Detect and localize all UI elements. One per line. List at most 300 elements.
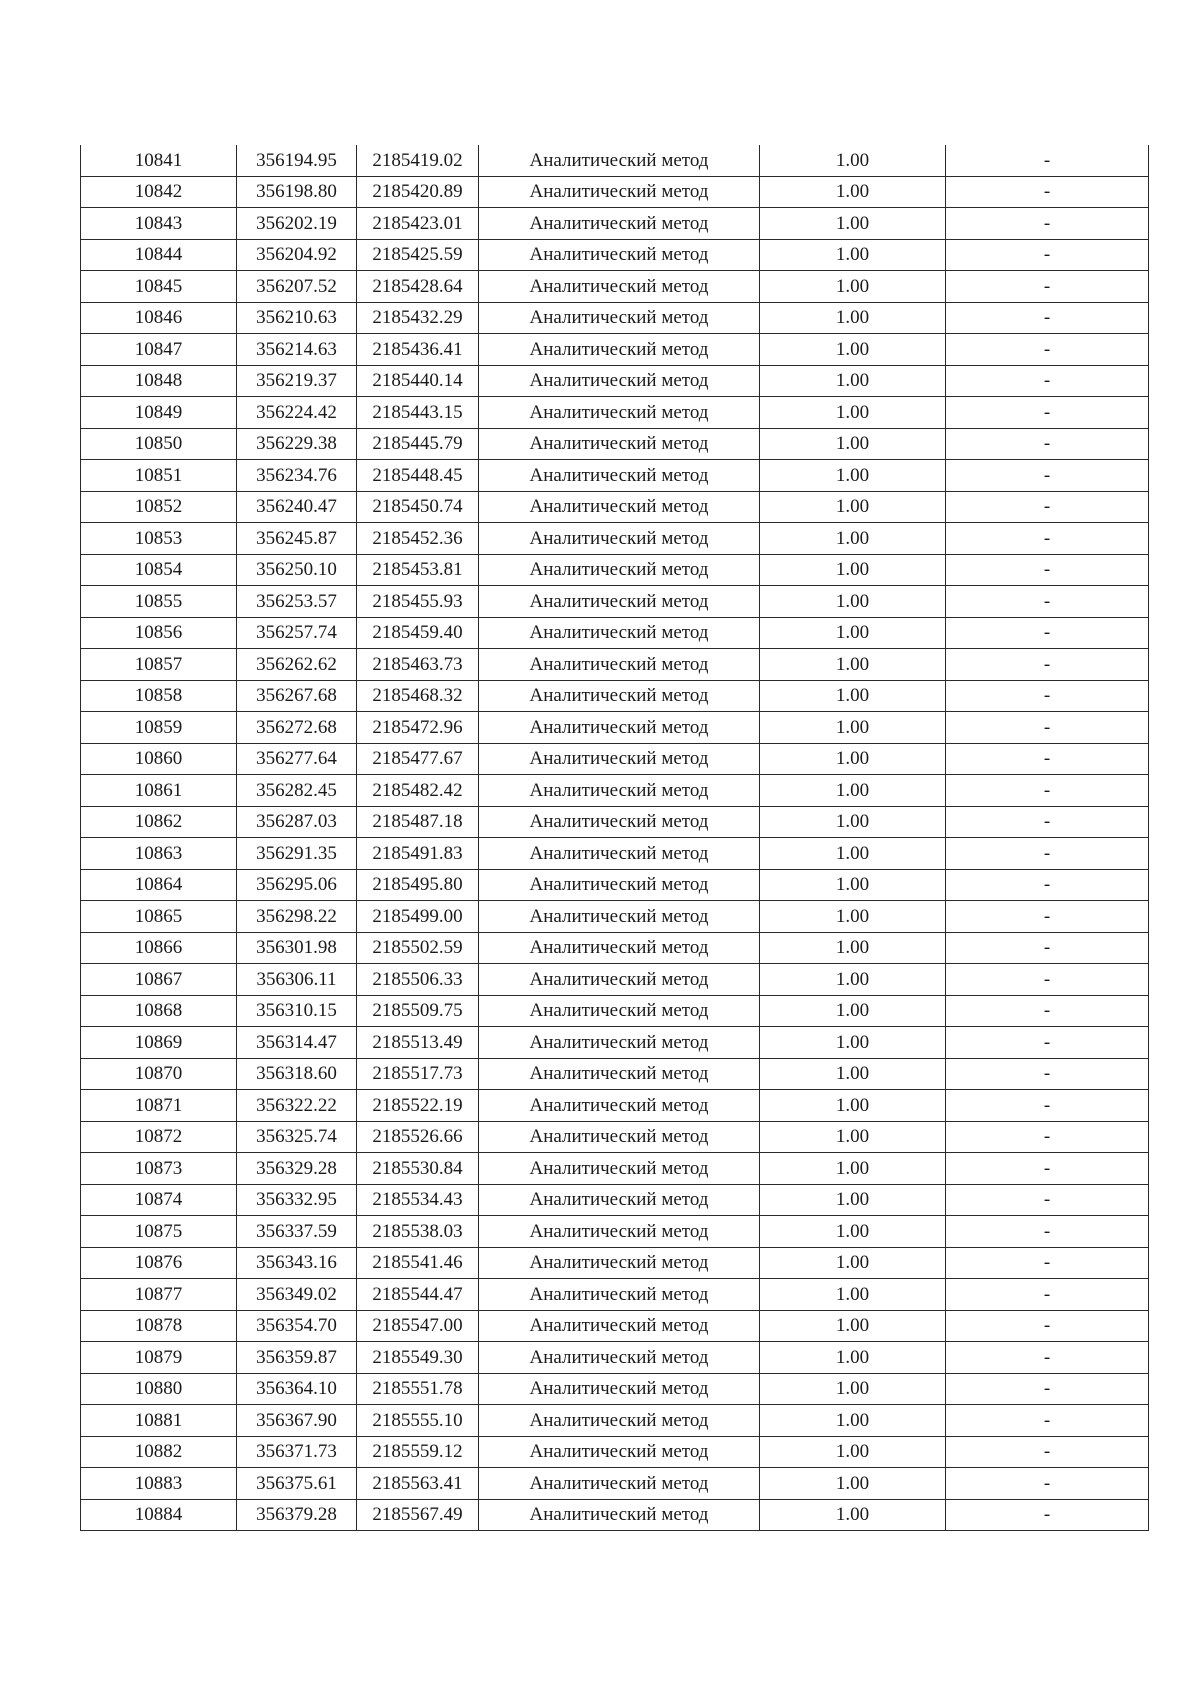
x-coordinate-cell: 356343.16 — [237, 1247, 357, 1279]
table-row — [81, 1027, 1149, 1059]
y-coordinate-cell: 2185423.01 — [357, 208, 479, 240]
note-cell: - — [946, 271, 1149, 303]
point-number-cell: 10850 — [81, 428, 237, 460]
x-coordinate-cell: 356282.45 — [237, 775, 357, 807]
point-number-cell: 10854 — [81, 554, 237, 586]
accuracy-cell: 1.00 — [760, 208, 946, 240]
accuracy-cell: 1.00 — [760, 365, 946, 397]
note-cell: - — [946, 1027, 1149, 1059]
x-coordinate-cell: 356329.28 — [237, 1153, 357, 1185]
y-coordinate-cell: 2185453.81 — [357, 554, 479, 586]
method-cell: Аналитический метод — [479, 806, 760, 838]
table-row — [81, 334, 1149, 366]
table-row — [81, 901, 1149, 933]
method-cell: Аналитический метод — [479, 460, 760, 492]
y-coordinate-cell: 2185420.89 — [357, 176, 479, 208]
x-coordinate-cell: 356207.52 — [237, 271, 357, 303]
x-coordinate-cell: 356306.11 — [237, 964, 357, 996]
note-cell: - — [946, 932, 1149, 964]
table-row — [81, 460, 1149, 492]
y-coordinate-cell: 2185419.02 — [357, 145, 479, 176]
accuracy-cell: 1.00 — [760, 964, 946, 996]
note-cell: - — [946, 1373, 1149, 1405]
table-row — [81, 1405, 1149, 1437]
point-number-cell: 10867 — [81, 964, 237, 996]
accuracy-cell: 1.00 — [760, 1058, 946, 1090]
accuracy-cell: 1.00 — [760, 743, 946, 775]
point-number-cell: 10852 — [81, 491, 237, 523]
method-cell: Аналитический метод — [479, 869, 760, 901]
accuracy-cell: 1.00 — [760, 1153, 946, 1185]
note-cell: - — [946, 1405, 1149, 1437]
note-cell: - — [946, 145, 1149, 176]
point-number-cell: 10847 — [81, 334, 237, 366]
table-row — [81, 428, 1149, 460]
note-cell: - — [946, 1310, 1149, 1342]
note-cell: - — [946, 208, 1149, 240]
accuracy-cell: 1.00 — [760, 1121, 946, 1153]
method-cell: Аналитический метод — [479, 1247, 760, 1279]
x-coordinate-cell: 356291.35 — [237, 838, 357, 870]
y-coordinate-cell: 2185509.75 — [357, 995, 479, 1027]
method-cell: Аналитический метод — [479, 302, 760, 334]
y-coordinate-cell: 2185463.73 — [357, 649, 479, 681]
accuracy-cell: 1.00 — [760, 617, 946, 649]
table-row — [81, 775, 1149, 807]
method-cell: Аналитический метод — [479, 775, 760, 807]
y-coordinate-cell: 2185555.10 — [357, 1405, 479, 1437]
table-row — [81, 239, 1149, 271]
method-cell: Аналитический метод — [479, 239, 760, 271]
y-coordinate-cell: 2185445.79 — [357, 428, 479, 460]
accuracy-cell: 1.00 — [760, 1405, 946, 1437]
note-cell: - — [946, 302, 1149, 334]
method-cell: Аналитический метод — [479, 523, 760, 555]
y-coordinate-cell: 2185450.74 — [357, 491, 479, 523]
y-coordinate-cell: 2185440.14 — [357, 365, 479, 397]
accuracy-cell: 1.00 — [760, 806, 946, 838]
method-cell: Аналитический метод — [479, 838, 760, 870]
method-cell: Аналитический метод — [479, 1436, 760, 1468]
y-coordinate-cell: 2185530.84 — [357, 1153, 479, 1185]
point-number-cell: 10858 — [81, 680, 237, 712]
note-cell: - — [946, 1216, 1149, 1248]
x-coordinate-cell: 356253.57 — [237, 586, 357, 618]
accuracy-cell: 1.00 — [760, 1436, 946, 1468]
y-coordinate-cell: 2185482.42 — [357, 775, 479, 807]
y-coordinate-cell: 2185436.41 — [357, 334, 479, 366]
point-number-cell: 10851 — [81, 460, 237, 492]
note-cell: - — [946, 334, 1149, 366]
method-cell: Аналитический метод — [479, 334, 760, 366]
method-cell: Аналитический метод — [479, 397, 760, 429]
method-cell: Аналитический метод — [479, 1373, 760, 1405]
x-coordinate-cell: 356194.95 — [237, 145, 357, 176]
note-cell: - — [946, 428, 1149, 460]
y-coordinate-cell: 2185487.18 — [357, 806, 479, 838]
note-cell: - — [946, 1247, 1149, 1279]
x-coordinate-cell: 356375.61 — [237, 1468, 357, 1500]
point-number-cell: 10875 — [81, 1216, 237, 1248]
point-number-cell: 10861 — [81, 775, 237, 807]
point-number-cell: 10846 — [81, 302, 237, 334]
point-number-cell: 10871 — [81, 1090, 237, 1122]
accuracy-cell: 1.00 — [760, 649, 946, 681]
x-coordinate-cell: 356318.60 — [237, 1058, 357, 1090]
point-number-cell: 10848 — [81, 365, 237, 397]
note-cell: - — [946, 617, 1149, 649]
accuracy-cell: 1.00 — [760, 995, 946, 1027]
table-row — [81, 302, 1149, 334]
y-coordinate-cell: 2185499.00 — [357, 901, 479, 933]
method-cell: Аналитический метод — [479, 1279, 760, 1311]
table-row — [81, 1153, 1149, 1185]
accuracy-cell: 1.00 — [760, 838, 946, 870]
table-row — [81, 208, 1149, 240]
point-number-cell: 10843 — [81, 208, 237, 240]
point-number-cell: 10860 — [81, 743, 237, 775]
point-number-cell: 10870 — [81, 1058, 237, 1090]
y-coordinate-cell: 2185448.45 — [357, 460, 479, 492]
table-row — [81, 932, 1149, 964]
accuracy-cell: 1.00 — [760, 1499, 946, 1531]
x-coordinate-cell: 356198.80 — [237, 176, 357, 208]
note-cell: - — [946, 869, 1149, 901]
y-coordinate-cell: 2185472.96 — [357, 712, 479, 744]
table-row — [81, 869, 1149, 901]
y-coordinate-cell: 2185517.73 — [357, 1058, 479, 1090]
point-number-cell: 10879 — [81, 1342, 237, 1374]
table-row — [81, 491, 1149, 523]
point-number-cell: 10865 — [81, 901, 237, 933]
point-number-cell: 10876 — [81, 1247, 237, 1279]
method-cell: Аналитический метод — [479, 1153, 760, 1185]
table-row — [81, 176, 1149, 208]
y-coordinate-cell: 2185549.30 — [357, 1342, 479, 1374]
table-row — [81, 1436, 1149, 1468]
accuracy-cell: 1.00 — [760, 334, 946, 366]
method-cell: Аналитический метод — [479, 1310, 760, 1342]
accuracy-cell: 1.00 — [760, 176, 946, 208]
point-number-cell: 10872 — [81, 1121, 237, 1153]
accuracy-cell: 1.00 — [760, 1373, 946, 1405]
note-cell: - — [946, 901, 1149, 933]
point-number-cell: 10855 — [81, 586, 237, 618]
method-cell: Аналитический метод — [479, 1499, 760, 1531]
point-number-cell: 10857 — [81, 649, 237, 681]
y-coordinate-cell: 2185425.59 — [357, 239, 479, 271]
note-cell: - — [946, 491, 1149, 523]
table-row — [81, 995, 1149, 1027]
method-cell: Аналитический метод — [479, 1184, 760, 1216]
method-cell: Аналитический метод — [479, 901, 760, 933]
point-number-cell: 10877 — [81, 1279, 237, 1311]
note-cell: - — [946, 680, 1149, 712]
table-row — [81, 806, 1149, 838]
y-coordinate-cell: 2185455.93 — [357, 586, 479, 618]
y-coordinate-cell: 2185477.67 — [357, 743, 479, 775]
y-coordinate-cell: 2185538.03 — [357, 1216, 479, 1248]
note-cell: - — [946, 1342, 1149, 1374]
accuracy-cell: 1.00 — [760, 460, 946, 492]
x-coordinate-cell: 356379.28 — [237, 1499, 357, 1531]
note-cell: - — [946, 239, 1149, 271]
accuracy-cell: 1.00 — [760, 491, 946, 523]
method-cell: Аналитический метод — [479, 712, 760, 744]
note-cell: - — [946, 460, 1149, 492]
accuracy-cell: 1.00 — [760, 271, 946, 303]
method-cell: Аналитический метод — [479, 491, 760, 523]
accuracy-cell: 1.00 — [760, 1342, 946, 1374]
note-cell: - — [946, 806, 1149, 838]
note-cell: - — [946, 964, 1149, 996]
point-number-cell: 10859 — [81, 712, 237, 744]
method-cell: Аналитический метод — [479, 1058, 760, 1090]
x-coordinate-cell: 356250.10 — [237, 554, 357, 586]
method-cell: Аналитический метод — [479, 1468, 760, 1500]
table-row — [81, 1468, 1149, 1500]
note-cell: - — [946, 1436, 1149, 1468]
table-row — [81, 1216, 1149, 1248]
y-coordinate-cell: 2185502.59 — [357, 932, 479, 964]
x-coordinate-cell: 356310.15 — [237, 995, 357, 1027]
table-row — [81, 586, 1149, 618]
accuracy-cell: 1.00 — [760, 523, 946, 555]
x-coordinate-cell: 356219.37 — [237, 365, 357, 397]
note-cell: - — [946, 1468, 1149, 1500]
x-coordinate-cell: 356245.87 — [237, 523, 357, 555]
x-coordinate-cell: 356322.22 — [237, 1090, 357, 1122]
table-row — [81, 1310, 1149, 1342]
note-cell: - — [946, 1121, 1149, 1153]
accuracy-cell: 1.00 — [760, 1184, 946, 1216]
y-coordinate-cell: 2185452.36 — [357, 523, 479, 555]
x-coordinate-cell: 356214.63 — [237, 334, 357, 366]
table-row — [81, 1090, 1149, 1122]
x-coordinate-cell: 356277.64 — [237, 743, 357, 775]
y-coordinate-cell: 2185526.66 — [357, 1121, 479, 1153]
x-coordinate-cell: 356364.10 — [237, 1373, 357, 1405]
note-cell: - — [946, 775, 1149, 807]
x-coordinate-cell: 356295.06 — [237, 869, 357, 901]
point-number-cell: 10849 — [81, 397, 237, 429]
x-coordinate-cell: 356349.02 — [237, 1279, 357, 1311]
method-cell: Аналитический метод — [479, 1342, 760, 1374]
point-number-cell: 10882 — [81, 1436, 237, 1468]
accuracy-cell: 1.00 — [760, 554, 946, 586]
x-coordinate-cell: 356371.73 — [237, 1436, 357, 1468]
y-coordinate-cell: 2185468.32 — [357, 680, 479, 712]
point-number-cell: 10868 — [81, 995, 237, 1027]
note-cell: - — [946, 1090, 1149, 1122]
x-coordinate-cell: 356272.68 — [237, 712, 357, 744]
method-cell: Аналитический метод — [479, 617, 760, 649]
accuracy-cell: 1.00 — [760, 1247, 946, 1279]
accuracy-cell: 1.00 — [760, 302, 946, 334]
note-cell: - — [946, 1279, 1149, 1311]
y-coordinate-cell: 2185513.49 — [357, 1027, 479, 1059]
point-number-cell: 10864 — [81, 869, 237, 901]
table-row — [81, 964, 1149, 996]
method-cell: Аналитический метод — [479, 145, 760, 176]
table-row — [81, 1121, 1149, 1153]
x-coordinate-cell: 356359.87 — [237, 1342, 357, 1374]
accuracy-cell: 1.00 — [760, 775, 946, 807]
point-number-cell: 10856 — [81, 617, 237, 649]
x-coordinate-cell: 356325.74 — [237, 1121, 357, 1153]
note-cell: - — [946, 554, 1149, 586]
accuracy-cell: 1.00 — [760, 428, 946, 460]
x-coordinate-cell: 356240.47 — [237, 491, 357, 523]
y-coordinate-cell: 2185551.78 — [357, 1373, 479, 1405]
x-coordinate-cell: 356224.42 — [237, 397, 357, 429]
table-row — [81, 397, 1149, 429]
accuracy-cell: 1.00 — [760, 932, 946, 964]
table-row — [81, 1499, 1149, 1531]
point-number-cell: 10873 — [81, 1153, 237, 1185]
method-cell: Аналитический метод — [479, 964, 760, 996]
accuracy-cell: 1.00 — [760, 680, 946, 712]
table-row — [81, 1247, 1149, 1279]
x-coordinate-cell: 356287.03 — [237, 806, 357, 838]
table-row — [81, 365, 1149, 397]
note-cell: - — [946, 1499, 1149, 1531]
note-cell: - — [946, 712, 1149, 744]
y-coordinate-cell: 2185567.49 — [357, 1499, 479, 1531]
point-number-cell: 10853 — [81, 523, 237, 555]
method-cell: Аналитический метод — [479, 1405, 760, 1437]
method-cell: Аналитический метод — [479, 743, 760, 775]
y-coordinate-cell: 2185547.00 — [357, 1310, 479, 1342]
table-row — [81, 1342, 1149, 1374]
table-row — [81, 649, 1149, 681]
accuracy-cell: 1.00 — [760, 1216, 946, 1248]
table-row — [81, 680, 1149, 712]
table-row — [81, 1058, 1149, 1090]
table-row — [81, 523, 1149, 555]
point-number-cell: 10869 — [81, 1027, 237, 1059]
note-cell: - — [946, 838, 1149, 870]
x-coordinate-cell: 356314.47 — [237, 1027, 357, 1059]
point-number-cell: 10880 — [81, 1373, 237, 1405]
point-number-cell: 10878 — [81, 1310, 237, 1342]
point-number-cell: 10874 — [81, 1184, 237, 1216]
note-cell: - — [946, 995, 1149, 1027]
y-coordinate-cell: 2185491.83 — [357, 838, 479, 870]
coordinates-table — [80, 145, 1149, 1531]
x-coordinate-cell: 356262.62 — [237, 649, 357, 681]
note-cell: - — [946, 397, 1149, 429]
table-row — [81, 145, 1149, 176]
method-cell: Аналитический метод — [479, 680, 760, 712]
note-cell: - — [946, 586, 1149, 618]
method-cell: Аналитический метод — [479, 365, 760, 397]
accuracy-cell: 1.00 — [760, 712, 946, 744]
method-cell: Аналитический метод — [479, 932, 760, 964]
table-row — [81, 617, 1149, 649]
table-row — [81, 554, 1149, 586]
point-number-cell: 10883 — [81, 1468, 237, 1500]
accuracy-cell: 1.00 — [760, 1279, 946, 1311]
x-coordinate-cell: 356298.22 — [237, 901, 357, 933]
accuracy-cell: 1.00 — [760, 586, 946, 618]
x-coordinate-cell: 356332.95 — [237, 1184, 357, 1216]
accuracy-cell: 1.00 — [760, 1027, 946, 1059]
y-coordinate-cell: 2185459.40 — [357, 617, 479, 649]
x-coordinate-cell: 356354.70 — [237, 1310, 357, 1342]
y-coordinate-cell: 2185541.46 — [357, 1247, 479, 1279]
y-coordinate-cell: 2185522.19 — [357, 1090, 479, 1122]
point-number-cell: 10844 — [81, 239, 237, 271]
x-coordinate-cell: 356229.38 — [237, 428, 357, 460]
method-cell: Аналитический метод — [479, 1027, 760, 1059]
x-coordinate-cell: 356257.74 — [237, 617, 357, 649]
x-coordinate-cell: 356301.98 — [237, 932, 357, 964]
table-row — [81, 271, 1149, 303]
accuracy-cell: 1.00 — [760, 397, 946, 429]
table-row — [81, 1373, 1149, 1405]
accuracy-cell: 1.00 — [760, 145, 946, 176]
method-cell: Аналитический метод — [479, 554, 760, 586]
method-cell: Аналитический метод — [479, 271, 760, 303]
x-coordinate-cell: 356202.19 — [237, 208, 357, 240]
table-row — [81, 712, 1149, 744]
y-coordinate-cell: 2185559.12 — [357, 1436, 479, 1468]
note-cell: - — [946, 365, 1149, 397]
point-number-cell: 10863 — [81, 838, 237, 870]
x-coordinate-cell: 356367.90 — [237, 1405, 357, 1437]
method-cell: Аналитический метод — [479, 176, 760, 208]
y-coordinate-cell: 2185544.47 — [357, 1279, 479, 1311]
note-cell: - — [946, 649, 1149, 681]
table-row — [81, 743, 1149, 775]
point-number-cell: 10862 — [81, 806, 237, 838]
accuracy-cell: 1.00 — [760, 1090, 946, 1122]
point-number-cell: 10845 — [81, 271, 237, 303]
y-coordinate-cell: 2185432.29 — [357, 302, 479, 334]
accuracy-cell: 1.00 — [760, 901, 946, 933]
table-row — [81, 1184, 1149, 1216]
table-row — [81, 1279, 1149, 1311]
x-coordinate-cell: 356234.76 — [237, 460, 357, 492]
method-cell: Аналитический метод — [479, 995, 760, 1027]
x-coordinate-cell: 356210.63 — [237, 302, 357, 334]
y-coordinate-cell: 2185506.33 — [357, 964, 479, 996]
point-number-cell: 10841 — [81, 145, 237, 176]
point-number-cell: 10842 — [81, 176, 237, 208]
accuracy-cell: 1.00 — [760, 1310, 946, 1342]
note-cell: - — [946, 523, 1149, 555]
x-coordinate-cell: 356204.92 — [237, 239, 357, 271]
y-coordinate-cell: 2185563.41 — [357, 1468, 479, 1500]
x-coordinate-cell: 356337.59 — [237, 1216, 357, 1248]
note-cell: - — [946, 1153, 1149, 1185]
y-coordinate-cell: 2185534.43 — [357, 1184, 479, 1216]
note-cell: - — [946, 1058, 1149, 1090]
point-number-cell: 10881 — [81, 1405, 237, 1437]
method-cell: Аналитический метод — [479, 208, 760, 240]
note-cell: - — [946, 1184, 1149, 1216]
method-cell: Аналитический метод — [479, 1090, 760, 1122]
method-cell: Аналитический метод — [479, 1216, 760, 1248]
coordinates-table-body — [81, 145, 1149, 1531]
y-coordinate-cell: 2185428.64 — [357, 271, 479, 303]
y-coordinate-cell: 2185443.15 — [357, 397, 479, 429]
method-cell: Аналитический метод — [479, 1121, 760, 1153]
accuracy-cell: 1.00 — [760, 869, 946, 901]
method-cell: Аналитический метод — [479, 586, 760, 618]
point-number-cell: 10866 — [81, 932, 237, 964]
